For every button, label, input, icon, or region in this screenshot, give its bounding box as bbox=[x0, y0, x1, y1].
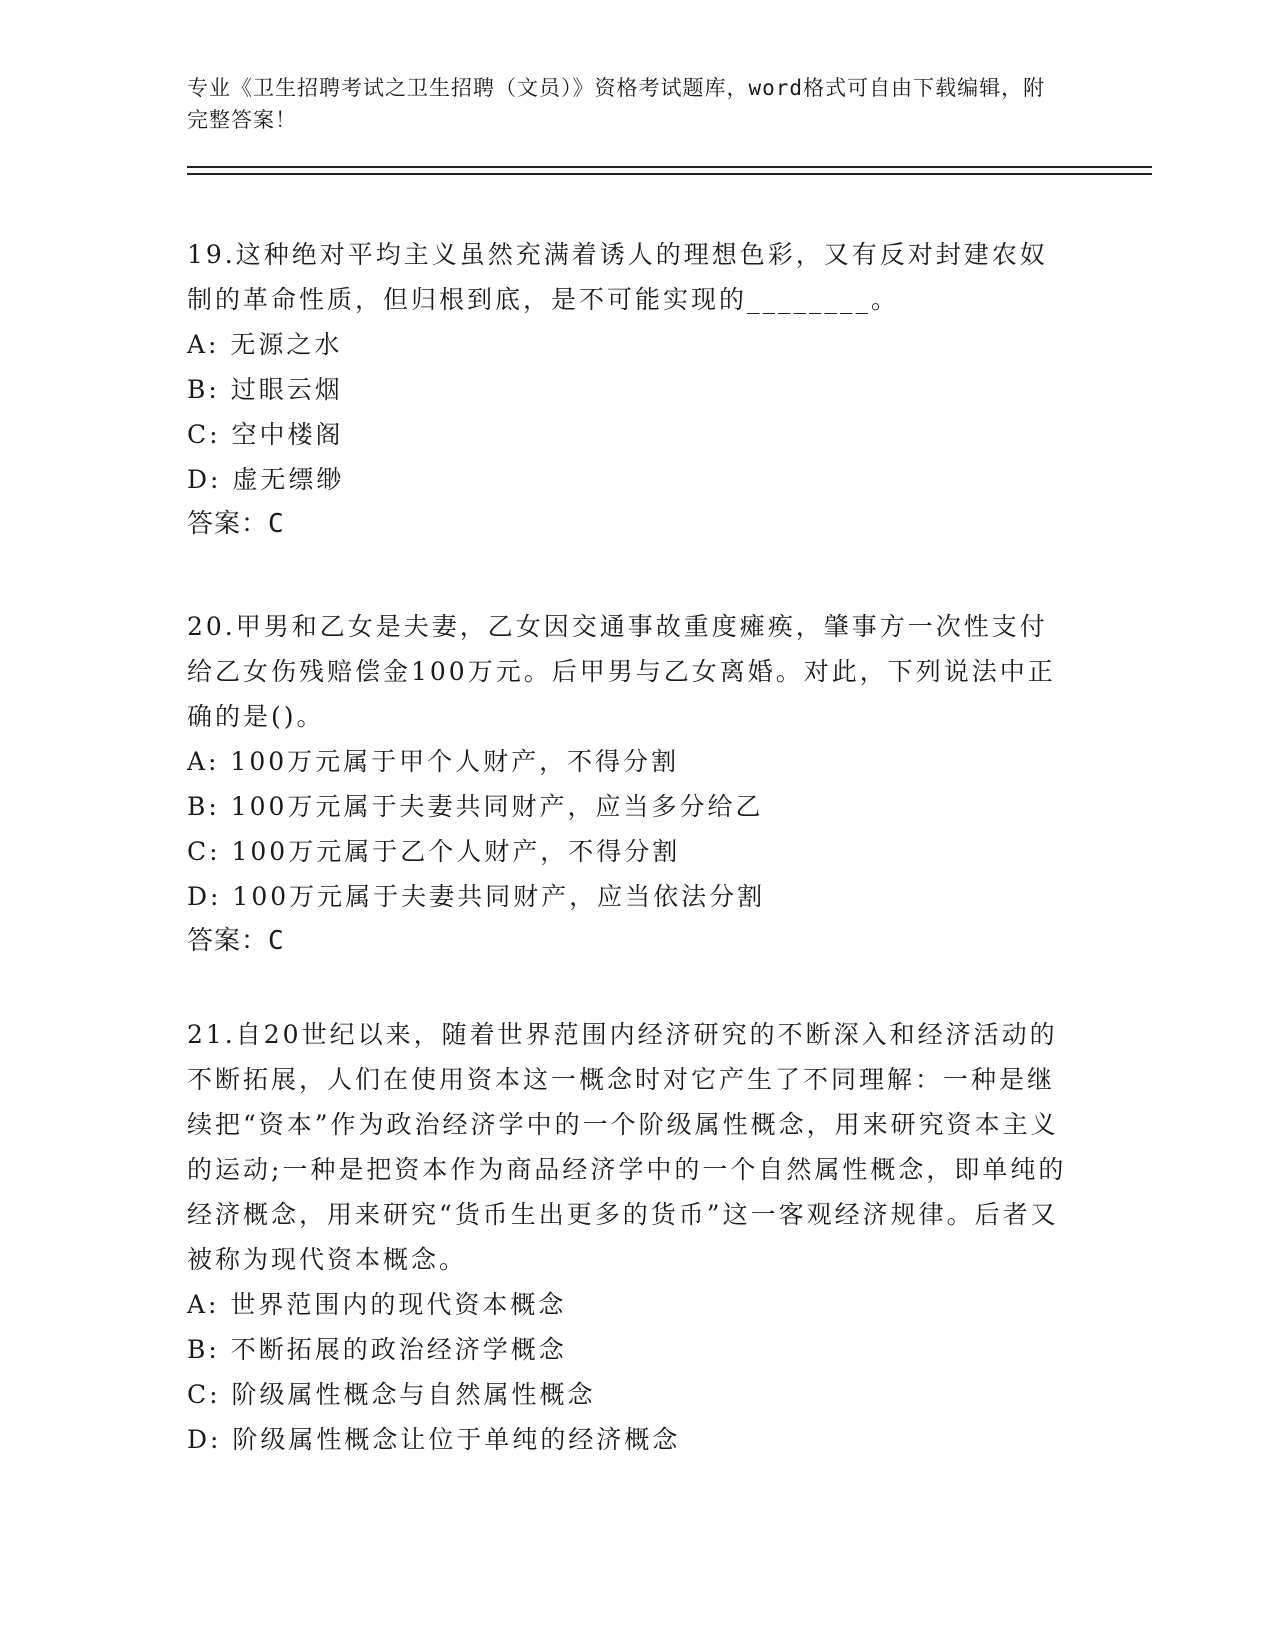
header-divider bbox=[187, 166, 1152, 175]
option-a: A: 100万元属于甲个人财产，不得分割 bbox=[187, 747, 680, 776]
question-21 bbox=[187, 1012, 1067, 1462]
option-d: D: 阶级属性概念让位于单纯的经济概念 bbox=[187, 1425, 681, 1454]
document-header: 专业《卫生招聘考试之卫生招聘（文员）》资格考试题库，word格式可自由下载编辑，附完整答案！ bbox=[187, 76, 1046, 132]
option-d: D: 虚无缥缈 bbox=[187, 465, 345, 494]
option-a: A: 无源之水 bbox=[187, 330, 343, 359]
option-c: C: 空中楼阁 bbox=[187, 420, 344, 449]
document-page bbox=[187, 72, 1147, 1454]
question-stem: 21.自20世纪以来，随着世界范围内经济研究的不断深入和经济活动的不断拓展，人们在使用资本这一概念时对它产生了不同理解：一种是继续把“资本”作为政治经济学中的一个阶级属性概念，用来研究资本主义的运动;一种是把资本作为商品经济学中的一个自然属性概念，即单纯的经济概念，用来研究“货币生出更多的货币”这一客观经济规律。后者又被称为现代资本概念。 bbox=[187, 1020, 1067, 1274]
question-19 bbox=[187, 232, 1067, 547]
question-20 bbox=[187, 604, 1067, 964]
option-c: C: 100万元属于乙个人财产，不得分割 bbox=[187, 837, 681, 866]
option-a: A: 世界范围内的现代资本概念 bbox=[187, 1290, 567, 1319]
option-b: B: 过眼云烟 bbox=[187, 375, 343, 404]
question-stem: 20.甲男和乙女是夫妻，乙女因交通事故重度瘫痪，肇事方一次性支付给乙女伤残赔偿金100万元。后甲男与乙女离婚。对此，下列说法中正确的是()。 bbox=[187, 612, 1056, 731]
answer-line: 答案：C bbox=[187, 509, 285, 539]
option-b: B: 100万元属于夫妻共同财产，应当多分给乙 bbox=[187, 792, 764, 821]
option-b: B: 不断拓展的政治经济学概念 bbox=[187, 1335, 567, 1364]
option-c: C: 阶级属性概念与自然属性概念 bbox=[187, 1380, 596, 1409]
option-d: D: 100万元属于夫妻共同财产，应当依法分割 bbox=[187, 882, 766, 911]
question-stem: 19.这种绝对平均主义虽然充满着诱人的理想色彩，又有反对封建农奴制的革命性质，但归根到底，是不可能实现的________。 bbox=[187, 240, 1048, 314]
answer-line: 答案：C bbox=[187, 926, 285, 956]
